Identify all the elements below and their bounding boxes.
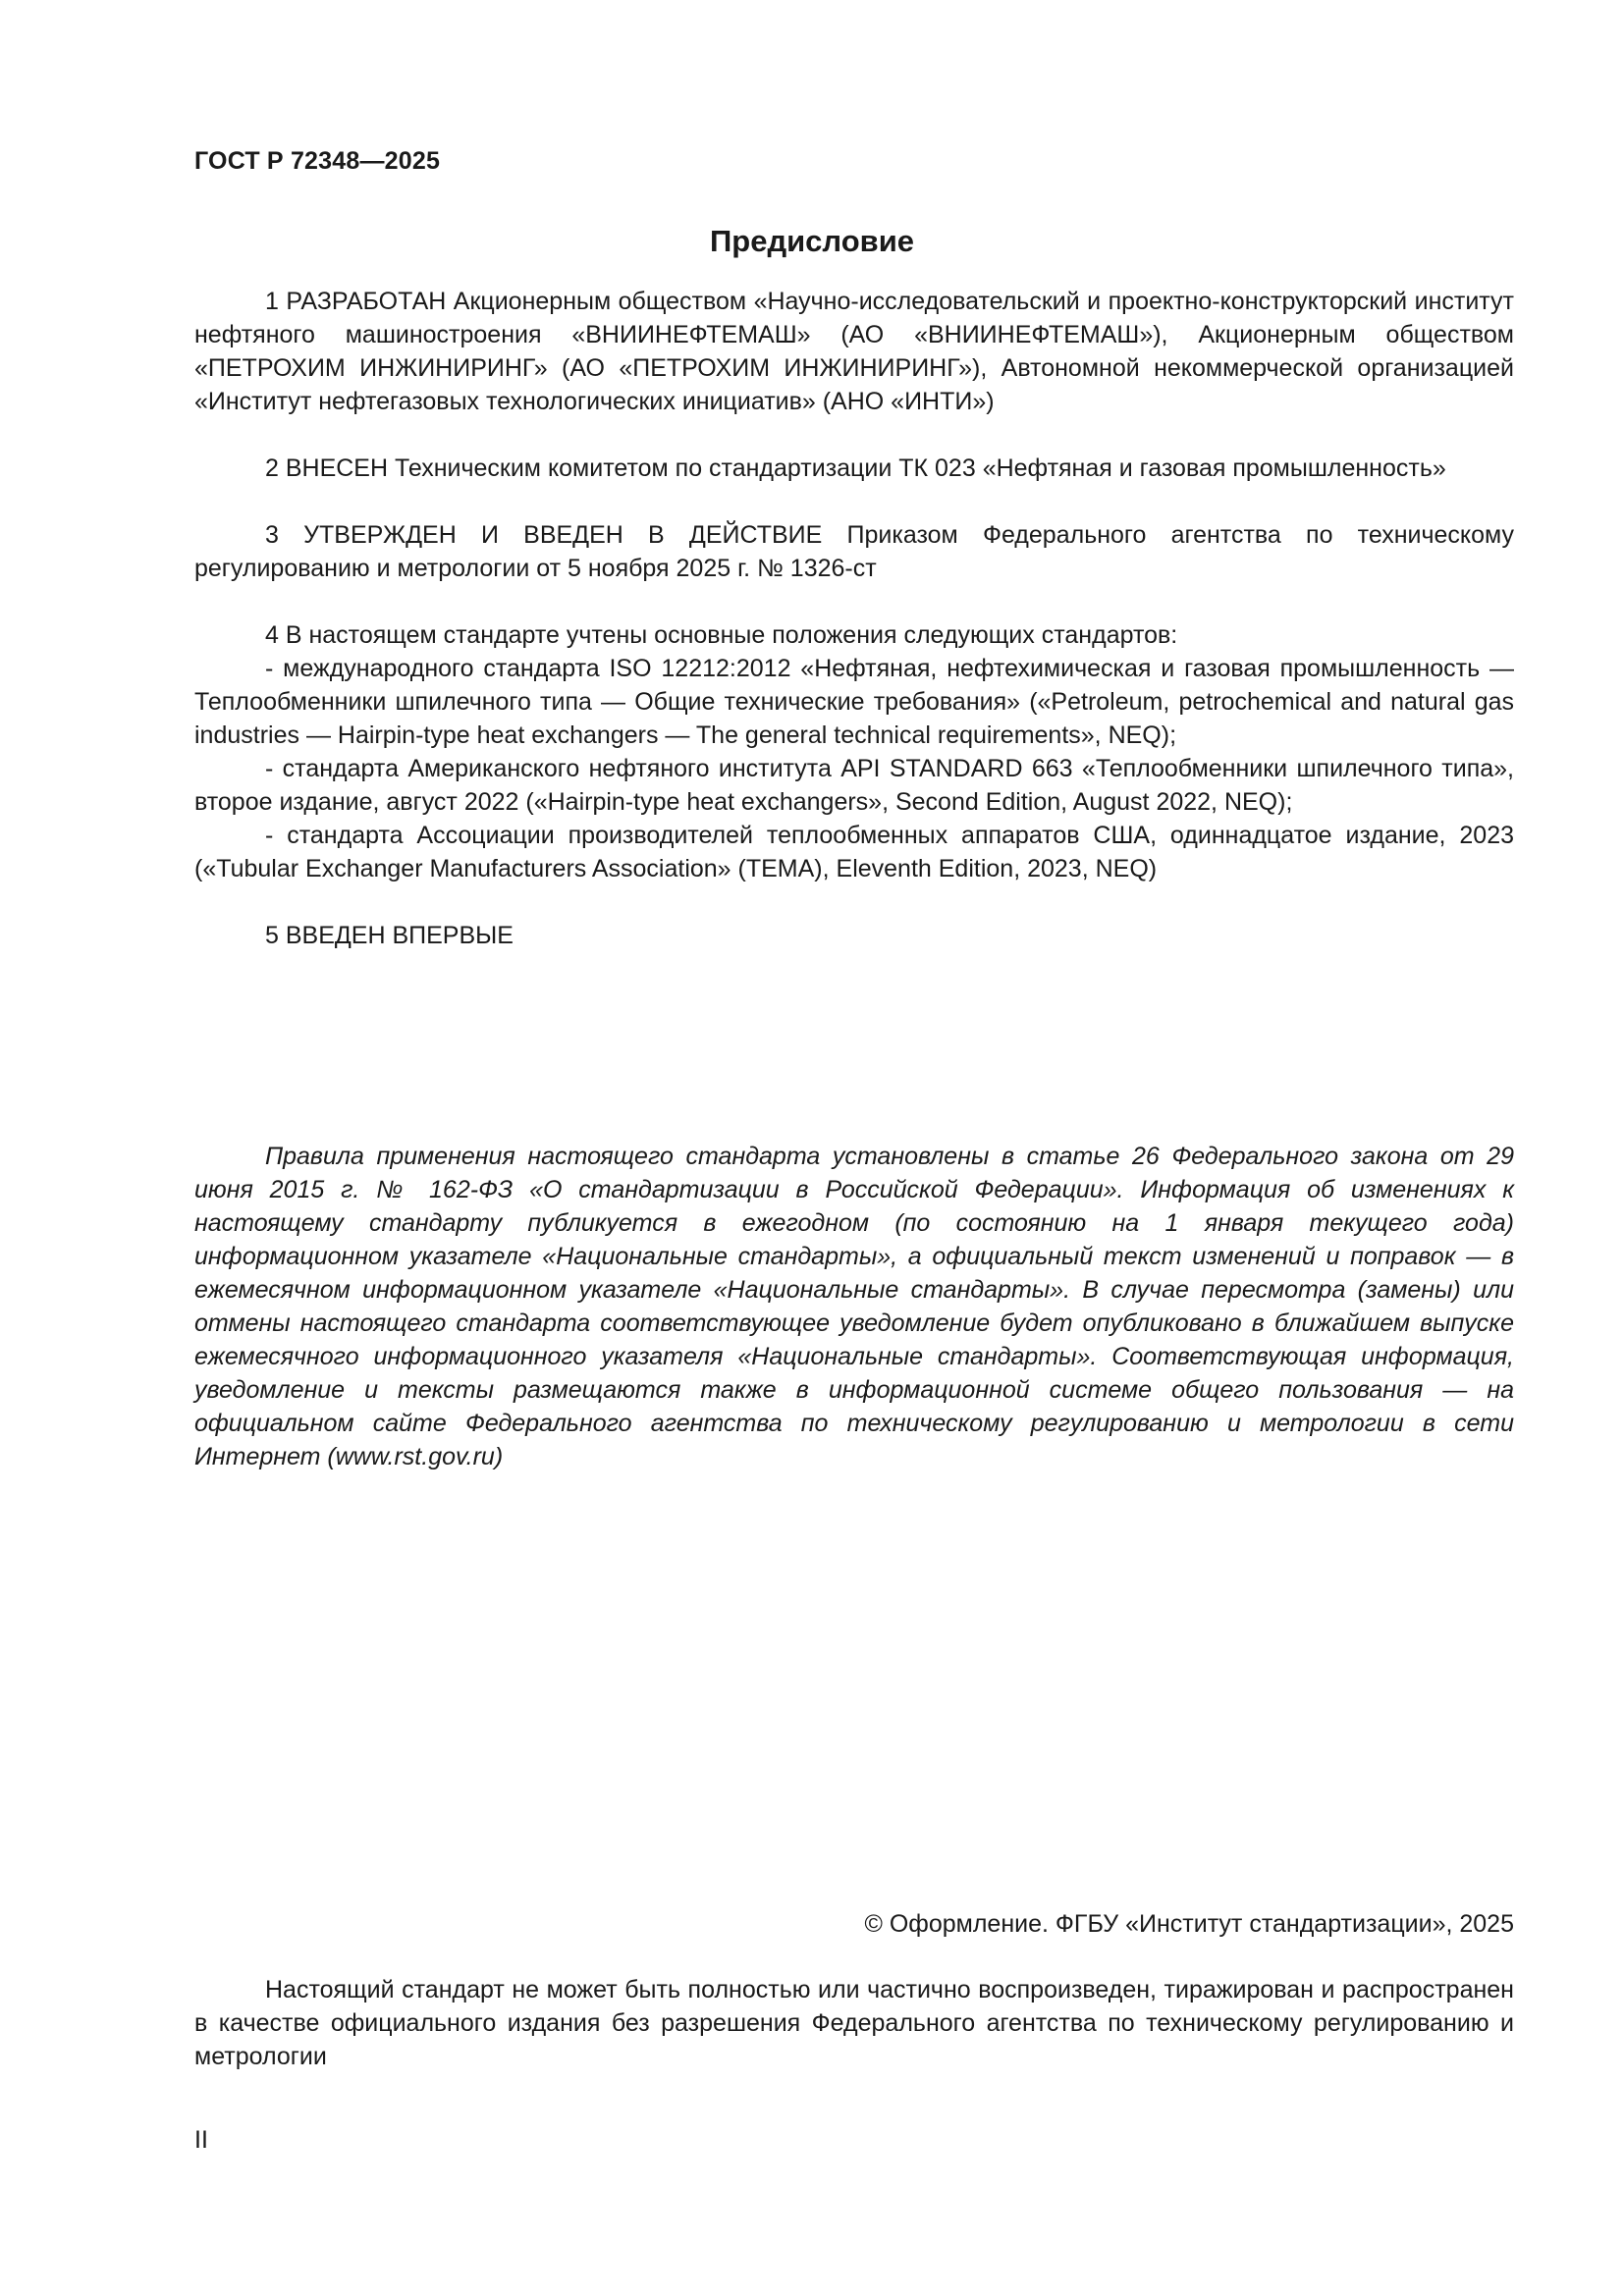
application-rules-notice: Правила применения настоящего стандарта установлены в статье 26 Федерального закона от 29 июня 2015 г. № 162-ФЗ «О стандартизации в Российской Федерации». Информация об изменениях к настоящему стандарту публикуется в ежегодном (по состоянию на 1 января текущего года) информационном указателе «Национальные стандарты», а официальный текст изменений и поправок — в ежемесячном информационном указателе «Национальные стандарты». В случае пересмотра (замены) или отмены настоящего стандарта соответствующее уведомление будет опубликовано в ближайшем выпуске ежемесячного информационного указателя «Национальные стандарты». Соответствующая информация, уведомление и тексты размещаются также в информационной системе общего пользования — на официальном сайте Федерального агентства по техническому регулированию и метрологии в сети Интернет (www.rst.gov.ru): [194, 1143, 1514, 1470]
preface-title: Предисловие: [709, 224, 914, 258]
preface-item-5: 5 ВВЕДЕН ВПЕРВЫЕ: [265, 922, 514, 949]
page-number: II: [194, 2126, 208, 2154]
preface-item-4-lead: 4 В настоящем стандарте учтены основные положения следующих стандартов:: [265, 621, 1178, 649]
preface-item-1: 1 РАЗРАБОТАН Акционерным обществом «Научно-исследовательский и проектно-конструкторский институт нефтяного машиностроения «ВНИИНЕФТЕМАШ» (АО «ВНИИНЕФТЕМАШ»), Акционерным обществом «ПЕТРОХИМ ИНЖИНИРИНГ» (АО «ПЕТРОХИМ ИНЖИНИРИНГ»), Автономной некоммерческой организацией «Институт нефтегазовых технологических инициатив» (АНО «ИНТИ»): [194, 288, 1514, 415]
standard-id-header: ГОСТ Р 72348—2025: [194, 147, 441, 175]
copyright-line: © Оформление. ФГБУ «Институт стандартизации», 2025: [864, 1910, 1514, 1938]
preface-body: [194, 285, 1514, 986]
reproduction-notice: Настоящий стандарт не может быть полностью или частично воспроизведен, тиражирован и распространен в качестве официального издания без разрешения Федерального агентства по техническому регулированию и метрологии: [194, 1976, 1514, 2070]
preface-item-4-iso: - международного стандарта ISO 12212:2012 «Нефтяная, нефтехимическая и газовая промышленность — Теплообменники шпилечного типа — Общие технические требования» («Petroleum, petrochemical and natural gas industries — Hairpin-type heat exchangers — The general technical requirements», NEQ);: [194, 655, 1514, 749]
preface-item-2: 2 ВНЕСЕН Техническим комитетом по стандартизации ТК 023 «Нефтяная и газовая промышленность»: [265, 454, 1446, 482]
preface-item-3: 3 УТВЕРЖДЕН И ВВЕДЕН В ДЕЙСТВИЕ Приказом Федерального агентства по техническому регулированию и метрологии от 5 ноября 2025 г. № 1326-ст: [194, 521, 1514, 582]
preface-item-4-api: - стандарта Американского нефтяного института API STANDARD 663 «Теплообменники шпилечного типа», второе издание, август 2022 («Hairpin-type heat exchangers», Second Edition, August 2022, NEQ);: [194, 755, 1514, 816]
preface-item-4-tema: - стандарта Ассоциации производителей теплообменных аппаратов США, одиннадцатое издание, 2023 («Tubular Exchanger Manufacturers Association» (TEMA), Eleventh Edition, 2023, NEQ): [194, 822, 1514, 882]
preface-item-4: [194, 618, 1514, 885]
